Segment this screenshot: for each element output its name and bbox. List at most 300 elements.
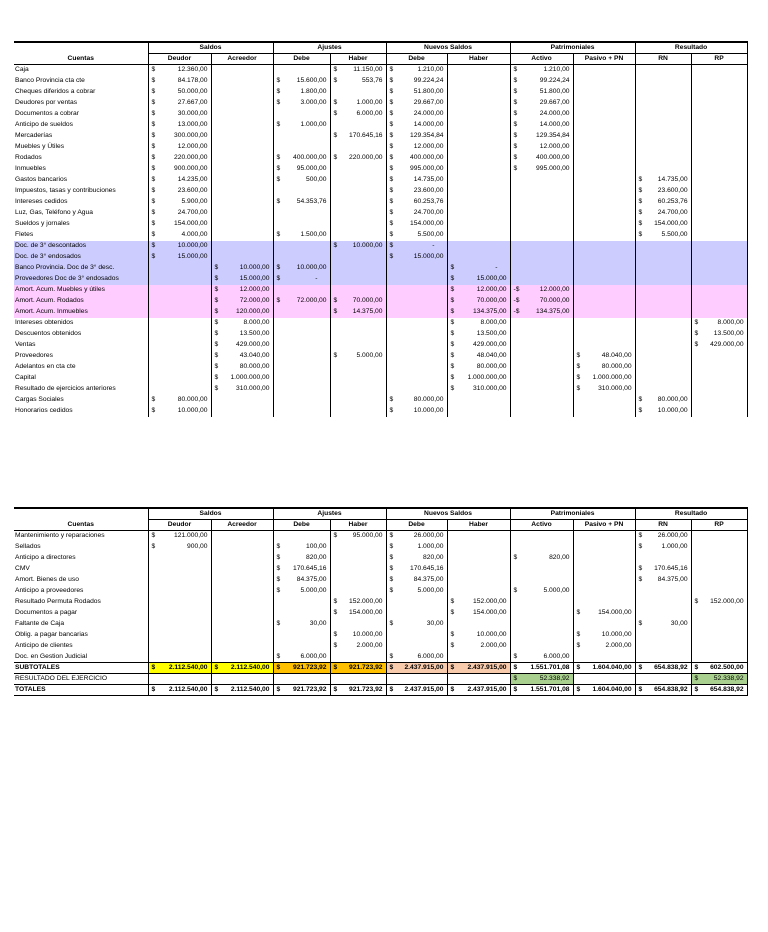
cell-ajustes-haber (330, 241, 386, 252)
cell-saldos-deudor (148, 586, 211, 597)
currency-symbol: $ (333, 154, 338, 161)
amount-value: 310.000,00 (236, 385, 270, 392)
cell-patrimoniales-pasivo-pn (573, 263, 635, 274)
cell-patrimoniales-activo (510, 384, 573, 395)
cell-patrimoniales-activo (510, 186, 573, 197)
cell-nuevos-saldos-haber (447, 252, 510, 263)
cell-patrimoniales-activo (510, 575, 573, 586)
cell-saldos-acreedor (211, 98, 273, 109)
amount-value: 2.000,00 (480, 642, 507, 649)
currency-symbol: $ (450, 385, 455, 392)
cell-ajustes-haber (330, 362, 386, 373)
amount (274, 120, 330, 130)
currency-symbol: $ (214, 374, 219, 381)
currency-symbol: $ (576, 385, 581, 392)
currency-symbol: $ (389, 231, 394, 238)
cell-ajustes-haber (330, 274, 386, 285)
currency-symbol: $ (450, 609, 455, 616)
column-header-saldos-acreedor: Acreedor (211, 54, 273, 65)
cell-ajustes-debe (273, 351, 330, 362)
cell-saldos-deudor (148, 406, 211, 417)
cell-nuevos-saldos-haber (447, 274, 510, 285)
currency-symbol: $ (151, 664, 156, 671)
cell-saldos-acreedor (211, 263, 273, 274)
cell-ajustes-debe (273, 630, 330, 641)
summary-row (14, 674, 747, 685)
amount-value: 120.000,00 (236, 308, 270, 315)
cell-saldos-deudor (148, 76, 211, 87)
currency-symbol: $ (638, 176, 643, 183)
cell-saldos-acreedor (211, 285, 273, 296)
column-header-nuevos-saldos-haber: Haber (447, 54, 510, 65)
amount (574, 384, 635, 394)
amount-value: 24.000,00 (413, 110, 444, 117)
summary-row (14, 685, 747, 696)
currency-symbol: $ (389, 532, 394, 540)
amount (331, 76, 386, 86)
currency-symbol: $ (450, 341, 455, 348)
cell-patrimoniales-activo (510, 641, 573, 652)
currency-symbol: $ (151, 110, 156, 117)
cell-ajustes-debe (273, 685, 330, 696)
cell-nuevos-saldos-debe (386, 340, 447, 351)
amount-value: 1.000.000,00 (592, 374, 632, 381)
cell-saldos-deudor (148, 674, 211, 685)
cell-patrimoniales-activo (510, 131, 573, 142)
cell-ajustes-haber (330, 175, 386, 186)
currency-symbol: $ (151, 198, 156, 205)
currency-symbol: $ (214, 330, 219, 337)
table-row (14, 340, 747, 351)
amount (636, 564, 691, 574)
column-header-row (14, 54, 747, 65)
cell-patrimoniales-activo (510, 351, 573, 362)
amount-value: 24.700,00 (657, 209, 688, 216)
cell-ajustes-haber (330, 263, 386, 274)
amount (511, 164, 573, 174)
cell-saldos-acreedor (211, 395, 273, 406)
amount-value: 654.838,92 (654, 664, 688, 671)
currency-symbol: $ (638, 209, 643, 216)
cell-ajustes-debe (273, 531, 330, 542)
cell-saldos-deudor (148, 164, 211, 175)
amount-value: 170.645,16 (293, 565, 327, 572)
cell-patrimoniales-pasivo-pn (573, 274, 635, 285)
amount (149, 252, 211, 262)
cell-ajustes-haber (330, 109, 386, 120)
cell-resultado-rp (691, 652, 747, 663)
amount (274, 87, 330, 97)
amount (331, 351, 386, 361)
amount-value: 12.000,00 (539, 286, 570, 293)
amount-value: 84.178,00 (177, 77, 208, 84)
cell-resultado-rp (691, 685, 747, 696)
currency-symbol: $ (333, 609, 338, 616)
table-row (14, 395, 747, 406)
amount-value: 429.000,00 (473, 341, 507, 348)
account-name: Luz, Gas, Teléfono y Agua (15, 209, 93, 216)
account-name: Resultado de ejercicios anteriores (15, 385, 116, 392)
cell-ajustes-haber (330, 351, 386, 362)
cell-patrimoniales-pasivo-pn (573, 608, 635, 619)
amount (331, 65, 386, 75)
cell-nuevos-saldos-debe (386, 586, 447, 597)
currency-symbol: $ (389, 132, 394, 139)
currency-symbol: $ (276, 297, 281, 304)
currency-symbol: $ (151, 66, 156, 74)
amount (331, 685, 386, 695)
currency-symbol: $ (638, 620, 643, 627)
column-header-resultado-rn: RN (635, 520, 691, 531)
cell-nuevos-saldos-haber (447, 87, 510, 98)
cell-ajustes-haber (330, 406, 386, 417)
amount-value: 48.040,00 (601, 352, 632, 359)
cell-saldos-acreedor (211, 109, 273, 120)
amount-value: 12.000,00 (177, 143, 208, 150)
amount-value: 154.000,00 (654, 220, 688, 227)
cell-patrimoniales-pasivo-pn (573, 351, 635, 362)
cell-resultado-rn (635, 575, 691, 586)
amount (574, 351, 635, 361)
cell-ajustes-debe (273, 120, 330, 131)
currency-symbol: $ (389, 620, 394, 627)
account-name: CMV (15, 565, 30, 572)
cell-nuevos-saldos-debe (386, 652, 447, 663)
amount (692, 318, 747, 328)
currency-symbol: $ (214, 275, 219, 282)
amount-value: 995.000,00 (536, 165, 570, 172)
currency-symbol: $ (333, 686, 338, 693)
account-name: Anticipo a proveedores (15, 587, 84, 594)
currency-symbol: $ (276, 576, 281, 583)
account-name: Sellados (15, 543, 41, 550)
table-row (14, 153, 747, 164)
amount (387, 131, 447, 141)
amount (274, 153, 330, 163)
cell-patrimoniales-activo (510, 65, 573, 76)
currency-symbol: $ (214, 385, 219, 392)
cell-resultado-rn (635, 87, 691, 98)
table-row (14, 597, 747, 608)
amount-value: 80.000,00 (476, 363, 507, 370)
cell-nuevos-saldos-debe (386, 120, 447, 131)
cell-ajustes-haber (330, 164, 386, 175)
amount-value: 170.645,16 (349, 132, 383, 139)
group-header-resultado: Resultado (635, 508, 747, 520)
cell-patrimoniales-activo (510, 373, 573, 384)
column-header-patrimoniales-pasivo-pn: Pasivo + PN (573, 520, 635, 531)
cell-resultado-rp (691, 373, 747, 384)
amount (149, 208, 211, 218)
amount-value: 84.375,00 (296, 576, 327, 583)
cell-saldos-deudor (148, 87, 211, 98)
account-name: Anticipo de clientes (15, 642, 73, 649)
cell-resultado-rp (691, 608, 747, 619)
amount-value: 6.000,00 (543, 652, 570, 660)
amount-value: 1.551.701,08 (530, 664, 570, 671)
currency-symbol: $ (214, 664, 219, 671)
currency-symbol: $ (276, 99, 281, 106)
account-name: Resultado Permuta Rodados (15, 598, 101, 605)
table-row (14, 384, 747, 395)
amount (212, 351, 273, 361)
table-row (14, 131, 747, 142)
currency-symbol: $ (450, 264, 455, 271)
amount (212, 296, 273, 306)
cell-nuevos-saldos-haber (447, 230, 510, 241)
amount-value: 2.112.540,00 (168, 686, 208, 693)
currency-symbol: $ (638, 565, 643, 572)
amount-value: 1.000.000,00 (467, 374, 507, 381)
amount (511, 65, 573, 75)
amount-value: 921.723,92 (349, 686, 383, 693)
currency-symbol: $ (694, 675, 699, 682)
cell-resultado-rp (691, 542, 747, 553)
account-name: Doc. de 3° endosados (15, 253, 81, 260)
amount (274, 663, 330, 673)
amount (274, 575, 330, 585)
amount (511, 109, 573, 119)
currency-symbol: $ (333, 352, 338, 359)
amount (511, 652, 573, 662)
account-name: Oblig. a pagar bancarias (15, 631, 88, 638)
column-header-row (14, 520, 747, 531)
currency-symbol: $ (333, 308, 338, 315)
cell-patrimoniales-activo (510, 608, 573, 619)
cell-resultado-rp (691, 230, 747, 241)
table-row (14, 142, 747, 153)
worksheet-grid (14, 41, 748, 417)
currency-symbol: $ (151, 396, 156, 403)
amount-value: 820,00 (306, 554, 327, 561)
cell-ajustes-haber (330, 329, 386, 340)
cell-patrimoniales-activo (510, 109, 573, 120)
amount-value: 14.735,00 (657, 176, 688, 183)
cell-resultado-rn (635, 318, 691, 329)
currency-symbol: $ (513, 132, 518, 139)
account-name: Amort. Acum. Muebles y útiles (15, 286, 105, 293)
table-row (14, 542, 747, 553)
currency-symbol: $ (576, 642, 581, 649)
cell-saldos-deudor (148, 553, 211, 564)
cell-resultado-rp (691, 263, 747, 274)
table-row (14, 120, 747, 131)
amount (274, 296, 330, 306)
cell-patrimoniales-pasivo-pn (573, 197, 635, 208)
cell-resultado-rn (635, 164, 691, 175)
cell-nuevos-saldos-haber (447, 109, 510, 120)
table-row (14, 406, 747, 417)
amount-value: 10.000,00 (352, 631, 383, 638)
amount (636, 685, 691, 695)
cell-ajustes-debe (273, 395, 330, 406)
amount (149, 406, 211, 416)
cell-ajustes-debe (273, 263, 330, 274)
currency-symbol: $ (151, 176, 156, 183)
amount (149, 230, 211, 240)
amount (212, 340, 273, 350)
currency-symbol: -$ (513, 297, 520, 304)
currency-symbol: $ (151, 242, 156, 249)
cell-saldos-acreedor (211, 674, 273, 685)
amount (149, 142, 211, 152)
cell-nuevos-saldos-haber (447, 608, 510, 619)
cell-ajustes-debe (273, 296, 330, 307)
cell-resultado-rn (635, 230, 691, 241)
column-header-nuevos-saldos-haber: Haber (447, 520, 510, 531)
amount (212, 285, 273, 295)
table-row (14, 208, 747, 219)
cell-ajustes-haber (330, 131, 386, 142)
cell-ajustes-debe (273, 406, 330, 417)
cell-nuevos-saldos-haber (447, 65, 510, 76)
cell-saldos-acreedor (211, 230, 273, 241)
table-row (14, 230, 747, 241)
cell-resultado-rp (691, 619, 747, 630)
amount (274, 175, 330, 185)
currency-symbol: $ (276, 165, 281, 172)
cell-saldos-acreedor (211, 597, 273, 608)
cell-ajustes-haber (330, 219, 386, 230)
cell-patrimoniales-pasivo-pn (573, 663, 635, 674)
currency-symbol: $ (694, 664, 699, 671)
cell-saldos-acreedor (211, 630, 273, 641)
currency-symbol: $ (450, 598, 455, 605)
cell-resultado-rp (691, 395, 747, 406)
currency-symbol: $ (694, 319, 699, 326)
column-header-patrimoniales-activo: Activo (510, 520, 573, 531)
amount-value: 152.000,00 (473, 598, 507, 605)
cell-saldos-acreedor (211, 641, 273, 652)
cell-nuevos-saldos-debe (386, 663, 447, 674)
cell-resultado-rn (635, 142, 691, 153)
currency-symbol: $ (151, 253, 156, 260)
cell-resultado-rp (691, 318, 747, 329)
currency-symbol: $ (513, 652, 518, 660)
cell-ajustes-debe (273, 663, 330, 674)
cell-resultado-rp (691, 285, 747, 296)
cell-resultado-rp (691, 340, 747, 351)
table-row (14, 553, 747, 564)
cell-saldos-deudor (148, 142, 211, 153)
amount-value: 43.040,00 (239, 352, 270, 359)
amount-value: 2.437.915,00 (404, 664, 444, 671)
cell-ajustes-haber (330, 373, 386, 384)
column-header-patrimoniales-activo: Activo (510, 54, 573, 65)
cell-ajustes-haber (330, 575, 386, 586)
cell-nuevos-saldos-haber (447, 619, 510, 630)
currency-symbol: $ (389, 99, 394, 106)
cell-nuevos-saldos-debe (386, 285, 447, 296)
cell-resultado-rp (691, 109, 747, 120)
amount (448, 351, 510, 361)
cell-ajustes-debe (273, 98, 330, 109)
cell-saldos-deudor (148, 263, 211, 274)
amount-value: 26.000,00 (657, 532, 688, 540)
amount-value: 900,00 (187, 543, 208, 550)
amount (387, 120, 447, 130)
amount-value: 310.000,00 (598, 385, 632, 392)
cell-nuevos-saldos-debe (386, 564, 447, 575)
amount (387, 406, 447, 416)
currency-symbol: $ (694, 686, 699, 693)
cell-patrimoniales-activo (510, 685, 573, 696)
amount-value: 900.000,00 (174, 165, 208, 172)
cell-saldos-acreedor (211, 542, 273, 553)
amount-value: 154.000,00 (473, 609, 507, 616)
currency-symbol: $ (151, 532, 156, 540)
amount (212, 373, 273, 383)
cell-nuevos-saldos-debe (386, 241, 447, 252)
cell-patrimoniales-activo (510, 98, 573, 109)
amount-value: 30,00 (309, 620, 327, 627)
currency-symbol: $ (389, 176, 394, 183)
currency-symbol: $ (276, 231, 281, 238)
cell-nuevos-saldos-haber (447, 142, 510, 153)
account-name: Rodados (15, 154, 42, 161)
amount (387, 164, 447, 174)
cell-saldos-deudor (148, 109, 211, 120)
amount-value: 24.000,00 (539, 110, 570, 117)
amount (692, 663, 747, 673)
cell-resultado-rn (635, 340, 691, 351)
amount (387, 175, 447, 185)
cell-saldos-acreedor (211, 274, 273, 285)
amount (274, 685, 330, 695)
account-name: Muebles y Útiles (15, 143, 65, 150)
cell-resultado-rn (635, 274, 691, 285)
account-name: Documentos a pagar (15, 609, 78, 616)
amount-value: 154.000,00 (598, 609, 632, 616)
cell-patrimoniales-pasivo-pn (573, 685, 635, 696)
cell-saldos-deudor (148, 131, 211, 142)
account-name: Intereses obtenidos (15, 319, 74, 326)
column-header-saldos-acreedor: Acreedor (211, 520, 273, 531)
amount (387, 208, 447, 218)
currency-symbol: $ (389, 407, 394, 414)
currency-symbol: $ (333, 242, 338, 249)
currency-symbol: $ (276, 264, 281, 271)
cell-resultado-rp (691, 575, 747, 586)
cell-saldos-acreedor (211, 619, 273, 630)
cell-saldos-acreedor (211, 252, 273, 263)
column-header-ajustes-haber: Haber (330, 520, 386, 531)
account-name: SUBTOTALES (14, 663, 148, 674)
currency-symbol: $ (276, 587, 281, 594)
cell-patrimoniales-pasivo-pn (573, 175, 635, 186)
cell-ajustes-debe (273, 586, 330, 597)
currency-symbol: $ (333, 642, 338, 649)
amount-value: 70.000,00 (352, 297, 383, 304)
currency-symbol: $ (576, 352, 581, 359)
cell-saldos-acreedor (211, 120, 273, 131)
amount (331, 98, 386, 108)
currency-symbol: $ (151, 209, 156, 216)
amount (636, 208, 691, 218)
cell-patrimoniales-activo (510, 263, 573, 274)
table-row (14, 531, 747, 542)
cell-patrimoniales-pasivo-pn (573, 619, 635, 630)
currency-symbol: $ (214, 286, 219, 293)
amount (511, 663, 573, 673)
amount (574, 663, 635, 673)
cell-ajustes-debe (273, 575, 330, 586)
table-row (14, 329, 747, 340)
table-row (14, 219, 747, 230)
amount-value: 12.000,00 (239, 286, 270, 293)
cell-patrimoniales-pasivo-pn (573, 307, 635, 318)
amount-value: 24.700,00 (177, 209, 208, 216)
